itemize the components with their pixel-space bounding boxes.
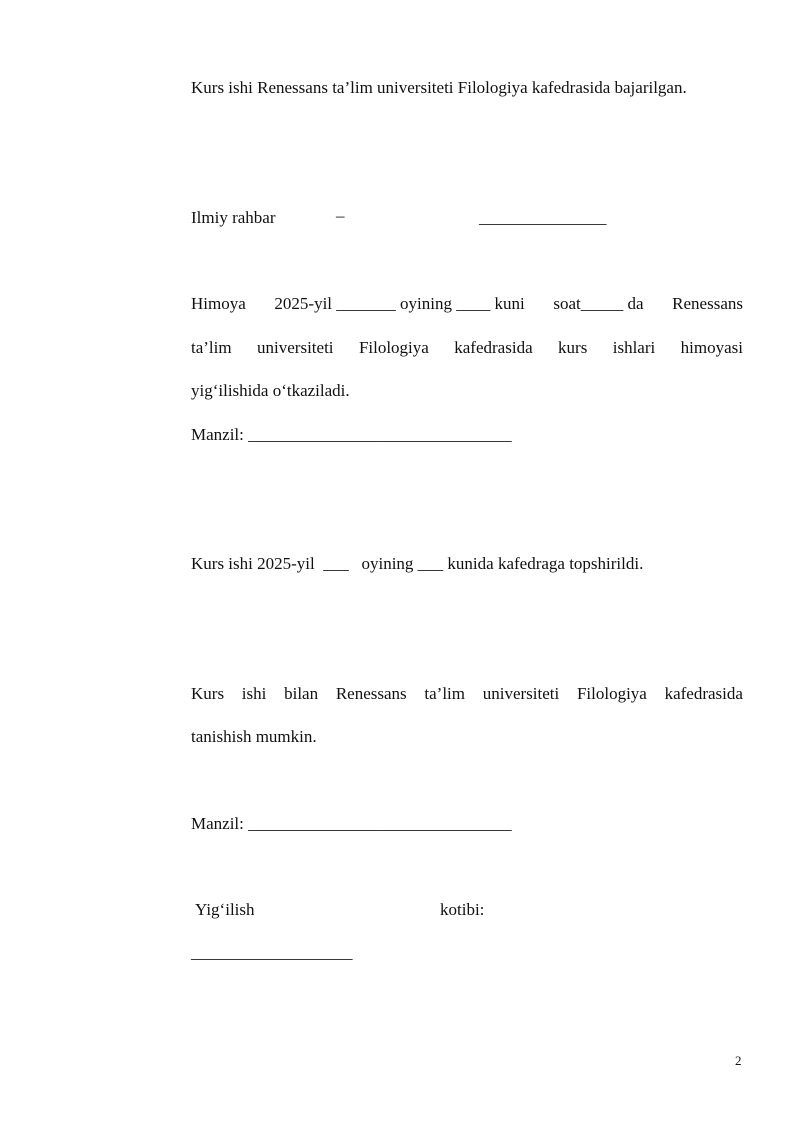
defense-line-2 bbox=[191, 337, 743, 359]
defense-word: himoyasi bbox=[680, 338, 743, 357]
access-word: universiteti bbox=[482, 684, 560, 703]
defense-line-3: yig‘ilishida o‘tkaziladi. bbox=[191, 381, 350, 400]
defense-word: soat_____ da bbox=[553, 294, 644, 313]
intro-paragraph: Kurs ishi Renessans ta’lim universiteti Filologiya kafedrasida bajarilgan. bbox=[191, 78, 687, 97]
address-line-2: Manzil: _______________________________ bbox=[191, 814, 512, 833]
defense-word: ishlari bbox=[612, 338, 656, 357]
defense-word: Renessans bbox=[672, 294, 743, 313]
defense-word: Himoya bbox=[191, 294, 246, 313]
access-word: ishi bbox=[241, 684, 267, 703]
supervisor-label: Ilmiy rahbar bbox=[191, 208, 276, 227]
supervisor-signature-blank: _______________ bbox=[479, 208, 607, 227]
submission-line: Kurs ishi 2025-yil ___ oyining ___ kunida kafedraga topshirildi. bbox=[191, 554, 644, 573]
defense-word: ta’lim bbox=[191, 338, 232, 357]
access-word: Filologiya bbox=[576, 684, 647, 703]
defense-word: Filologiya bbox=[358, 338, 429, 357]
defense-line-1 bbox=[191, 293, 743, 315]
defense-word: 2025-yil _______ oyining ____ kuni bbox=[274, 294, 525, 313]
defense-word: universiteti bbox=[257, 338, 334, 357]
defense-word: kurs bbox=[558, 338, 588, 357]
defense-word: kafedrasida bbox=[454, 338, 533, 357]
address-line-1: Manzil: _______________________________ bbox=[191, 425, 512, 444]
secretary-signature-blank: ___________________ bbox=[191, 943, 353, 962]
access-word: ta’lim bbox=[424, 684, 465, 703]
page-number: 2 bbox=[735, 1053, 742, 1068]
access-word: bilan bbox=[284, 684, 319, 703]
access-word: Renessans bbox=[335, 684, 407, 703]
supervisor-dash: – bbox=[336, 206, 345, 225]
access-line-2: tanishish mumkin. bbox=[191, 727, 317, 746]
secretary-label: Yig‘ilish bbox=[195, 900, 255, 919]
access-word: kafedrasida bbox=[664, 684, 743, 703]
access-word: Kurs bbox=[191, 684, 225, 703]
access-line-1 bbox=[191, 683, 743, 705]
secretary-title: kotibi: bbox=[440, 900, 485, 919]
